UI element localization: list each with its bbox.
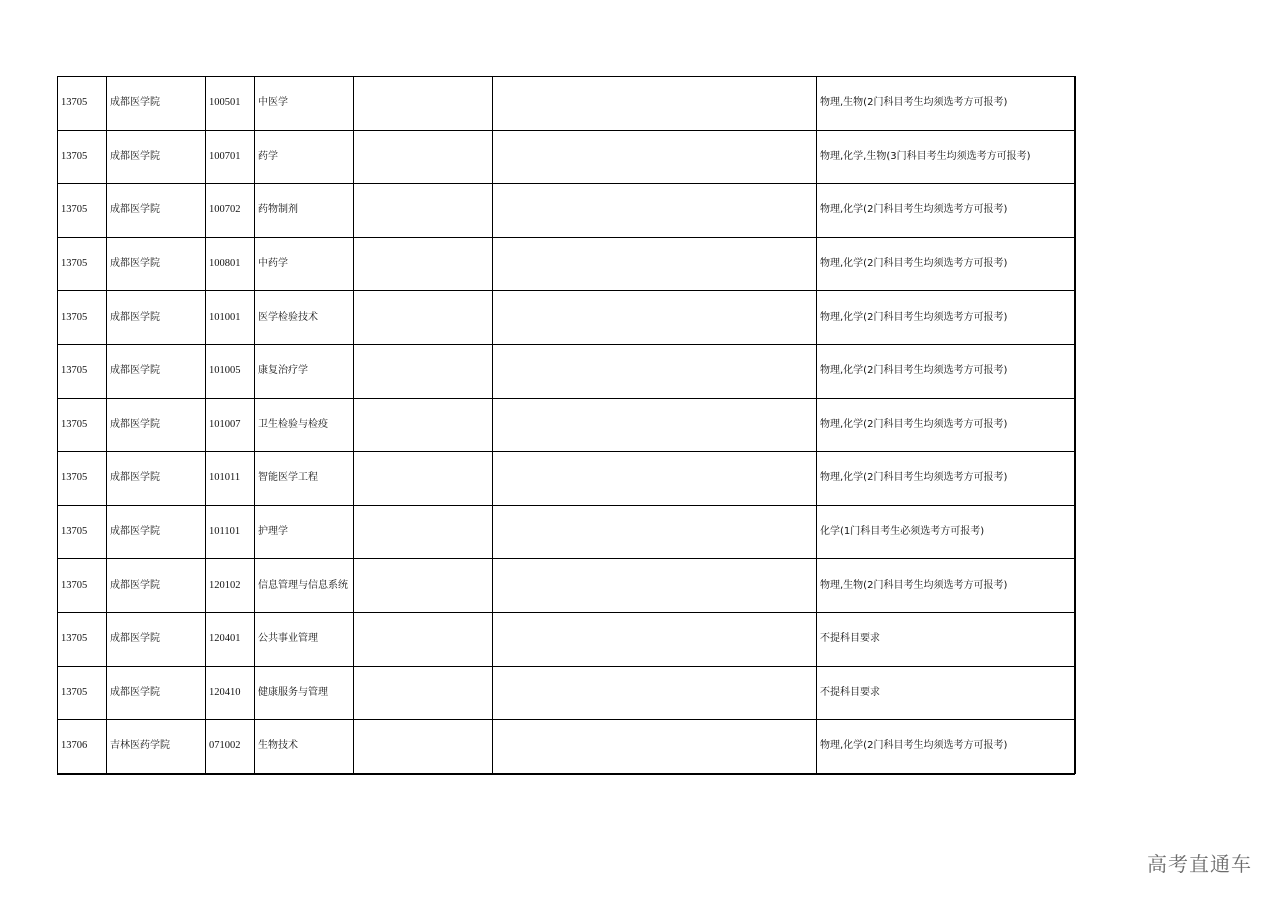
major-name-cell: 健康服务与管理 (255, 666, 354, 720)
major-name-cell: 药学 (255, 130, 354, 184)
major-code-cell: 100801 (206, 237, 255, 291)
empty-cell (493, 291, 817, 345)
subject-requirement-cell: 物理,化学(2门科目考生均须选考方可报考) (817, 398, 1076, 452)
major-code-cell: 071002 (206, 720, 255, 774)
school-name-cell: 成都医学院 (107, 291, 206, 345)
empty-cell (493, 452, 817, 506)
major-name-cell: 医学检验技术 (255, 291, 354, 345)
major-code-cell: 101001 (206, 291, 255, 345)
subject-requirement-cell: 物理,化学(2门科目考生均须选考方可报考) (817, 720, 1076, 774)
school-code-cell: 13705 (58, 452, 107, 506)
empty-cell (493, 720, 817, 774)
empty-cell (354, 130, 493, 184)
school-name-cell: 成都医学院 (107, 344, 206, 398)
table-row (58, 237, 1076, 291)
school-name-cell: 成都医学院 (107, 130, 206, 184)
major-name-cell: 中医学 (255, 77, 354, 131)
table-row (58, 184, 1076, 238)
subject-requirement-cell: 物理,化学(2门科目考生均须选考方可报考) (817, 184, 1076, 238)
school-name-cell: 吉林医药学院 (107, 720, 206, 774)
school-code-cell: 13705 (58, 505, 107, 559)
empty-cell (493, 237, 817, 291)
empty-cell (493, 130, 817, 184)
school-name-cell: 成都医学院 (107, 505, 206, 559)
table-row (58, 452, 1076, 506)
subject-requirement-cell: 化学(1门科目考生必须选考方可报考) (817, 505, 1076, 559)
school-name-cell: 成都医学院 (107, 184, 206, 238)
school-code-cell: 13705 (58, 237, 107, 291)
requirements-table (57, 76, 1076, 774)
empty-cell (354, 184, 493, 238)
major-code-cell: 101007 (206, 398, 255, 452)
empty-cell (354, 77, 493, 131)
empty-cell (354, 344, 493, 398)
school-name-cell: 成都医学院 (107, 612, 206, 666)
school-code-cell: 13705 (58, 130, 107, 184)
school-name-cell: 成都医学院 (107, 559, 206, 613)
school-name-cell: 成都医学院 (107, 237, 206, 291)
table-row (58, 291, 1076, 345)
table-row (58, 398, 1076, 452)
table-row (58, 130, 1076, 184)
subject-requirement-cell: 物理,化学(2门科目考生均须选考方可报考) (817, 291, 1076, 345)
school-name-cell: 成都医学院 (107, 398, 206, 452)
empty-cell (354, 291, 493, 345)
subject-requirement-cell: 物理,生物(2门科目考生均须选考方可报考) (817, 559, 1076, 613)
major-name-cell: 卫生检验与检疫 (255, 398, 354, 452)
empty-cell (354, 398, 493, 452)
school-name-cell: 成都医学院 (107, 452, 206, 506)
watermark-text: 高考直通车 (1147, 852, 1252, 876)
subject-requirement-cell: 物理,化学,生物(3门科目考生均须选考方可报考) (817, 130, 1076, 184)
major-name-cell: 公共事业管理 (255, 612, 354, 666)
major-code-cell: 100501 (206, 77, 255, 131)
major-name-cell: 智能医学工程 (255, 452, 354, 506)
school-code-cell: 13705 (58, 184, 107, 238)
subject-requirement-cell: 物理,生物(2门科目考生均须选考方可报考) (817, 77, 1076, 131)
major-code-cell: 101005 (206, 344, 255, 398)
empty-cell (354, 612, 493, 666)
school-name-cell: 成都医学院 (107, 666, 206, 720)
empty-cell (354, 237, 493, 291)
school-code-cell: 13705 (58, 666, 107, 720)
subject-requirement-cell: 不提科目要求 (817, 666, 1076, 720)
table-row (58, 344, 1076, 398)
empty-cell (354, 720, 493, 774)
empty-cell (354, 559, 493, 613)
major-code-cell: 120401 (206, 612, 255, 666)
school-code-cell: 13705 (58, 291, 107, 345)
major-code-cell: 100702 (206, 184, 255, 238)
table-row (58, 720, 1076, 774)
empty-cell (354, 666, 493, 720)
table-row (58, 505, 1076, 559)
major-code-cell: 120102 (206, 559, 255, 613)
major-name-cell: 药物制剂 (255, 184, 354, 238)
school-name-cell: 成都医学院 (107, 77, 206, 131)
school-code-cell: 13705 (58, 344, 107, 398)
empty-cell (493, 612, 817, 666)
empty-cell (493, 77, 817, 131)
table-row (58, 612, 1076, 666)
empty-cell (493, 505, 817, 559)
table-row (58, 666, 1076, 720)
empty-cell (493, 184, 817, 238)
empty-cell (354, 505, 493, 559)
major-code-cell: 101101 (206, 505, 255, 559)
empty-cell (354, 452, 493, 506)
empty-cell (493, 666, 817, 720)
table-body (58, 77, 1076, 774)
school-code-cell: 13706 (58, 720, 107, 774)
empty-cell (493, 398, 817, 452)
major-name-cell: 信息管理与信息系统 (255, 559, 354, 613)
school-code-cell: 13705 (58, 559, 107, 613)
subject-requirement-cell: 物理,化学(2门科目考生均须选考方可报考) (817, 237, 1076, 291)
table-row (58, 559, 1076, 613)
major-code-cell: 120410 (206, 666, 255, 720)
subject-requirement-cell: 物理,化学(2门科目考生均须选考方可报考) (817, 452, 1076, 506)
major-name-cell: 中药学 (255, 237, 354, 291)
school-code-cell: 13705 (58, 612, 107, 666)
subject-requirement-cell: 不提科目要求 (817, 612, 1076, 666)
empty-cell (493, 344, 817, 398)
subject-requirement-cell: 物理,化学(2门科目考生均须选考方可报考) (817, 344, 1076, 398)
major-code-cell: 100701 (206, 130, 255, 184)
major-name-cell: 生物技术 (255, 720, 354, 774)
table-row (58, 77, 1076, 131)
major-name-cell: 护理学 (255, 505, 354, 559)
school-code-cell: 13705 (58, 398, 107, 452)
empty-cell (493, 559, 817, 613)
major-code-cell: 101011 (206, 452, 255, 506)
school-code-cell: 13705 (58, 77, 107, 131)
major-name-cell: 康复治疗学 (255, 344, 354, 398)
